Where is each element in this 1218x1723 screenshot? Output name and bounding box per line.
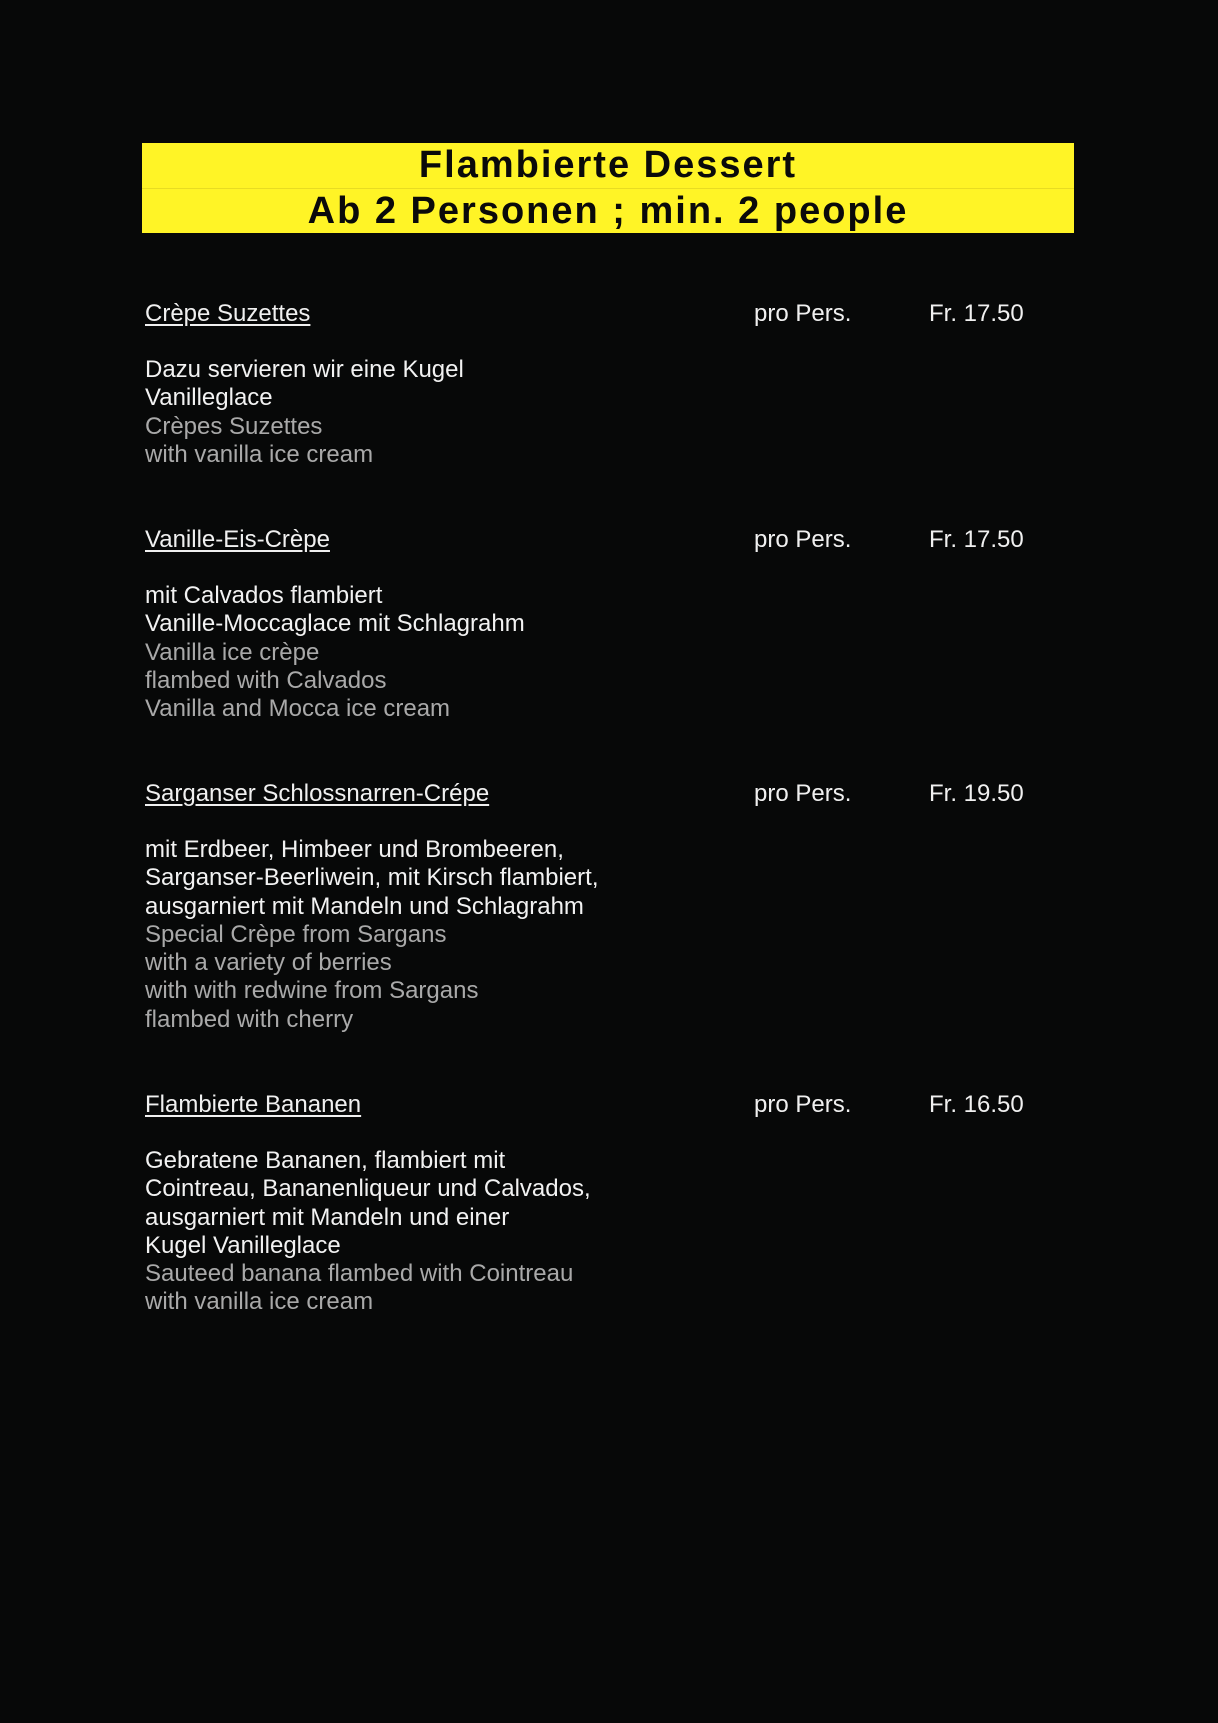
description-english-line: Crèpes Suzettes [145,412,323,440]
menu-item-schlossnarren-crepe [145,779,1045,1034]
menu-item-header [145,299,1045,329]
menu-item-description [145,836,1045,1034]
description-english-line: flambed with cherry [145,1005,354,1033]
menu-item-name: Crèpe Suzettes [145,300,311,327]
description-english-line: with vanilla ice cream [145,1288,374,1316]
menu-item-price: Fr. 17.50 [929,300,1024,327]
menu-item-header [145,525,1045,555]
description-german-line: Cointreau, Bananenliqueur und Calvados, [145,1175,591,1203]
description-german-line: Gebratene Bananen, flambiert mit [145,1147,506,1174]
menu-item-description [145,1147,1045,1317]
menu-item-name: Flambierte Bananen [145,1091,362,1118]
menu-item-name: Sarganser Schlossnarren-Crépe [145,780,490,807]
description-english-line: Special Crèpe from Sargans [145,920,447,948]
menu-item-header [145,779,1045,809]
menu-item-description [145,582,1045,723]
description-german-line: Sarganser-Beerliwein, mit Kirsch flambiert, [145,864,599,892]
menu-item-header [145,1090,1045,1120]
menu-item-price: Fr. 16.50 [929,1091,1024,1118]
menu-item-description [145,356,1045,469]
menu-item-price: Fr. 19.50 [929,780,1024,807]
page-title: Flambierte Dessert [418,144,798,186]
title-banner [142,143,1074,233]
menu-item-name: Vanille-Eis-Crèpe [145,526,330,553]
description-german-line: mit Calvados flambiert [145,582,383,609]
description-german-line: mit Erdbeer, Himbeer und Brombeeren, [145,836,564,863]
description-german-line: Dazu servieren wir eine Kugel [145,356,464,383]
description-german-line: Kugel Vanilleglace [145,1231,341,1259]
description-german-line: Vanilleglace [145,384,273,412]
description-german-line: ausgarniert mit Mandeln und einer [145,1203,510,1231]
description-english-line: Vanilla ice crèpe [145,638,320,666]
description-english-line: Sauteed banana flambed with Cointreau [145,1260,574,1288]
description-english-line: with with redwine from Sargans [145,977,479,1005]
description-english-line: flambed with Calvados [145,666,387,694]
menu-item-flambierte-bananen [145,1090,1045,1317]
menu-item-price: Fr. 17.50 [929,526,1024,553]
menu-item-vanille-eis-crepe [145,525,1045,723]
description-german-line: Vanille-Moccaglace mit Schlagrahm [145,610,525,638]
page-subtitle: Ab 2 Personen ; min. 2 people [142,188,1074,233]
menu-item-unit: pro Pers. [754,1091,852,1118]
menu-item-unit: pro Pers. [754,780,852,807]
description-english-line: with vanilla ice cream [145,440,374,468]
menu-item-crepe-suzettes [145,299,1045,469]
description-german-line: ausgarniert mit Mandeln und Schlagrahm [145,892,584,920]
description-english-line: Vanilla and Mocca ice cream [145,695,451,723]
menu-item-unit: pro Pers. [754,300,852,327]
menu-item-unit: pro Pers. [754,526,852,553]
description-english-line: with a variety of berries [145,949,392,977]
